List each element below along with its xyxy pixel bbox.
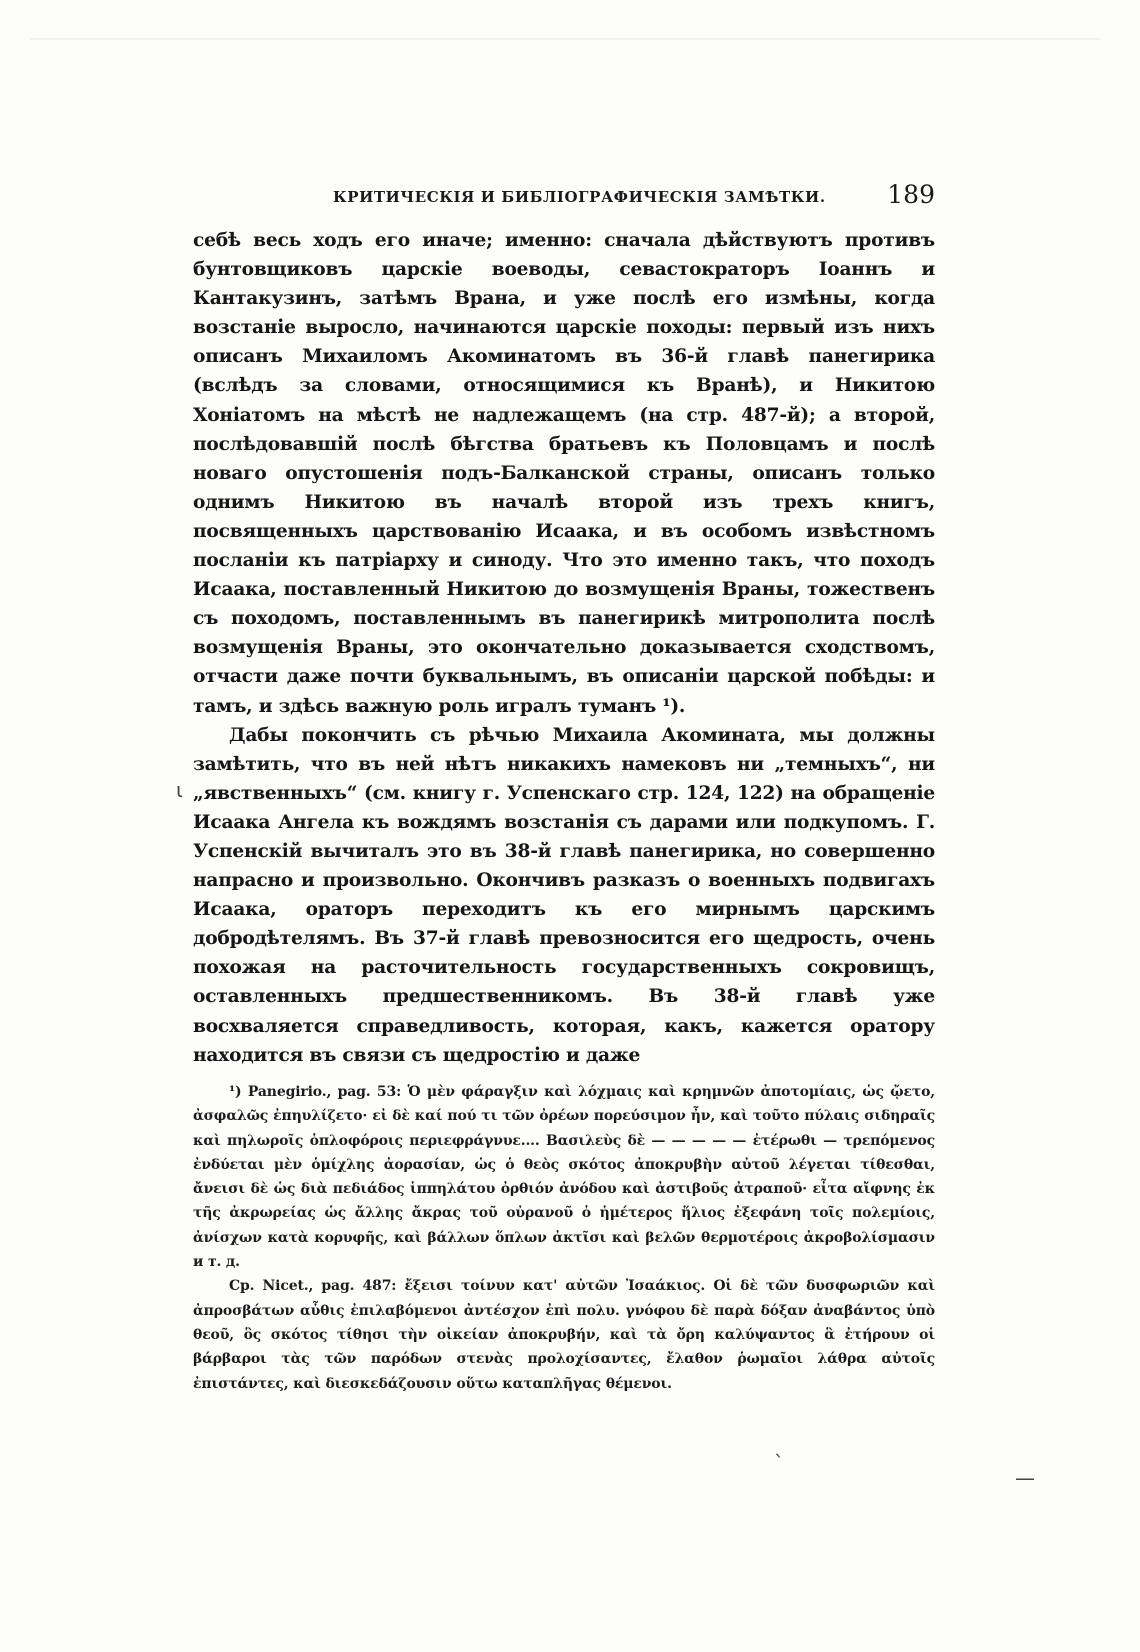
main-text <box>193 226 935 1070</box>
footnote-1: ¹) Panegirio., pag. 53: Ὁ μὲν φάραγξιν καὶ λόχμαις καὶ κρημνῶν ἀποτομίαις, ὡς ᾤετο, ἀσφαλῶς ἐπηυλίζετο· εἰ δὲ καί πού τι τῶν ὀρέων πορεύσιμον ἦν, καὶ τοῦτο πύλαις σιδηραῖς καὶ πηλωροῖς ὁπλοφόροις περιεφράγνυε.... Βασιλεὺς δὲ — — — — — ἐτέρωθι — τρεπόμενος ἐνδύεται μὲν ὁμίχλης ἀορασίαν, ὡς ὁ θεὸς σκότος ἀποκρυβὴν αὐτοῦ λέγεται τίθεσθαι, ἄνεισι δὲ ὡς διὰ πεδιάδος ἱππηλάτου ὀρθιόν ἀνόδου καὶ ἀστιβοῦς ἀτραποῦ· εἶτα αἴφνης ἐκ τῆς ἀκρωρείας ὡς ἄλλης ἄκρας τοῦ οὐρανοῦ ὁ ἡμέτερος ἥλιος ἐξεφάνη τοῖς πολεμίοις, ἀνίσχων κατὰ κορυφῆς, καὶ βάλλων ὅπλων ἀκτῖσι καὶ βελῶν θερμοτέροις ἀκροβολίσμασιν и т. д. <box>193 1084 935 1271</box>
paragraph-2: Дабы покончить съ рѣчью Михаила Акомината, мы должны замѣтить, что въ ней нѣтъ никакихъ намековъ ни „темныхъ“, ни „явственныхъ“ (см. книгу г. Успенскаго стр. 124, 122) на обращеніе Исаака Ангела къ вождямъ возстанія съ дарами или подкупомъ. Г. Успенскій вычиталъ это въ 38-й главѣ панегирика, но совершенно напрасно и произвольно. Окончивъ разказъ о военныхъ подвигахъ Исаака, ораторъ переходитъ къ его мирнымъ царскимъ добродѣтелямъ. Въ 37-й главѣ превозносится его щедрость, очень похожая на расточительность государственныхъ сокровищъ, оставленныхъ предшественникомъ. Въ 38-й главѣ уже восхваляется справедливость, которая, какъ, кажется оратору находится въ связи съ щедростію и даже <box>193 724 935 1066</box>
paragraph-1: себѣ весь ходъ его иначе; именно: сначала дѣйствуютъ противъ бунтовщиковъ царскіе воеводы, севастократоръ Іоаннъ и Кантакузинъ, затѣмъ Врана, и уже послѣ его измѣны, когда возстаніе выросло, начинаются царскіе походы: первый изъ нихъ описанъ Михаиломъ Акоминатомъ въ 36-й главѣ панегирика (вслѣдъ за словами, относящимися къ Вранѣ), и Никитою Хоніатомъ на мѣстѣ не надлежащемъ (на стр. 487-й); а второй, послѣдовавшій послѣ бѣгства братьевъ къ Половцамъ и послѣ новаго опустошенія подъ-Балканской страны, описанъ только однимъ Никитою въ началѣ второй изъ трехъ книгъ, посвященныхъ царствованію Исаака, и въ особомъ извѣстномъ посланіи къ патріарху и синоду. Что это именно такъ, что походъ Исаака, поставленный Никитою до возмущенія Враны, тожественъ съ походомъ, поставленнымъ въ панегирикѣ митрополита послѣ возмущенія Враны, это окончательно доказывается сходствомъ, отчасти даже почти буквальнымъ, въ описаніи царской побѣды: и тамъ, и здѣсь важную роль игралъ туманъ ¹). <box>193 230 935 717</box>
page-header <box>193 180 935 212</box>
footnotes <box>193 1080 935 1396</box>
running-head: КРИТИЧЕСКІЯ И БИБЛІОГРАФИЧЕСКІЯ ЗАМѢТКИ. <box>333 188 826 206</box>
footnote-1-continuation: Cp. Nicet., pag. 487: ἔξεισι τοίνυν κατ' αὐτῶν Ἰσαάκιος. Οἱ δὲ τῶν δυσφωριῶν καὶ ἀπροσβάτων αὖθις ἐπιλαβόμενοι ἀντέσχον ἐπὶ πολυ. γνόφου δὲ παρὰ δόξαν ἀναβάντος ὑπὸ θεοῦ, ὃς σκότος τίθησι τὴν οἰκείαν ἀποκρυβήν, καὶ τὰ ὄρη καλύψαντος ἃ ἐτήρουν οἱ βάρβαροι τὰς τῶν παρόδων στενὰς προλοχίσαντες, ἔλαθον ῥωμαῖοι λάθρα αὐτοῖς ἐπιστάντες, καὶ διεσκεδάζουσιν οὕτω καταπλῆγας θέμενοι. <box>193 1278 935 1392</box>
page-number: 189 <box>887 180 935 209</box>
stray-mark-right: — <box>1015 1466 1035 1490</box>
stray-mark-bottom: ˋ <box>774 1451 784 1475</box>
margin-mark: ι <box>176 778 183 802</box>
scan-edge <box>30 38 1100 40</box>
